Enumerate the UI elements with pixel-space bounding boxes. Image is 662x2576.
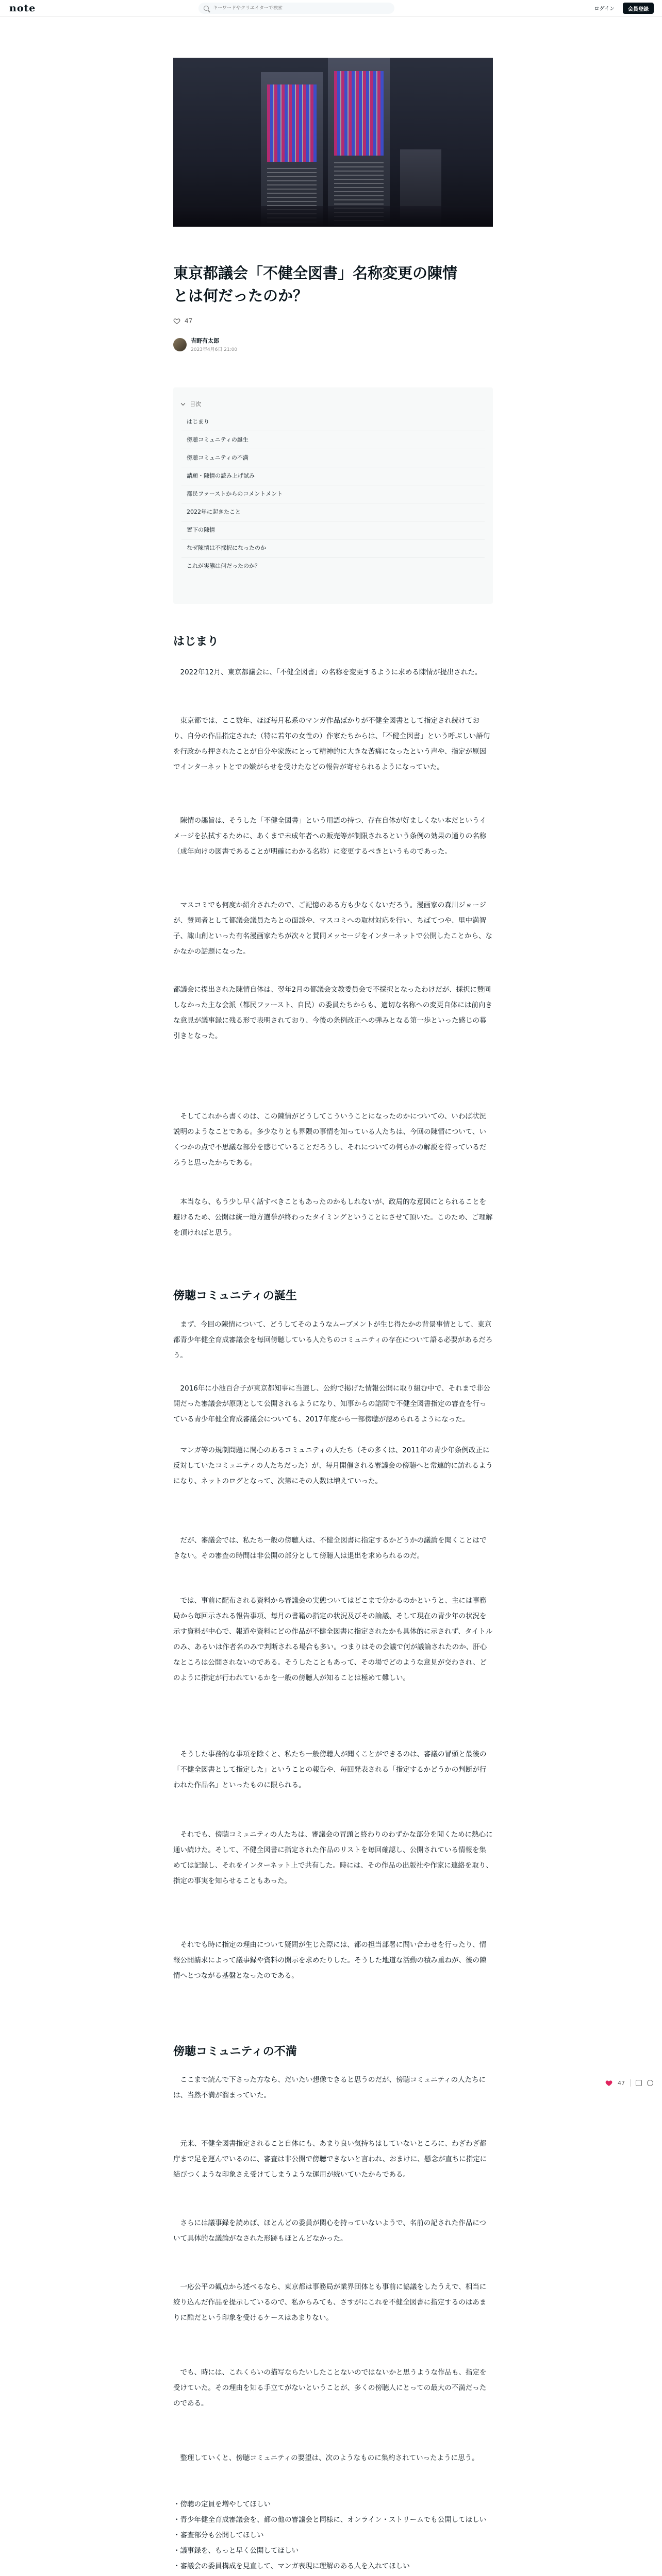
publish-date: 2023年4月6日 21:00: [191, 347, 238, 352]
toc-item[interactable]: 請願・陳情の読み上げ試み: [181, 467, 485, 485]
paragraph: そしてこれから書くのは、この陳情がどうしてこういうことになったのかについての、いわば状況説明のようなことである。多少なりとも界隈の事情を知っている人たちは、今回の陳情について、いくつかの点で不思議な部分を感じていることだろうし、それについての何らかの解説を待っているだろうと思ったからである。: [173, 1112, 487, 1167]
title-line-1: 東京都議会「不健全図書」名称変更の陳情: [173, 264, 458, 282]
like-count: 47: [185, 317, 193, 325]
list-item: ・審議会の委員構成を見直して、マンガ表現に理解のある人を入れてほしい: [173, 2562, 410, 2570]
side-like-count: 47: [618, 2079, 625, 2087]
likes-row: [173, 317, 493, 325]
note-logo[interactable]: note: [9, 2, 36, 14]
hero-image: [173, 58, 493, 227]
article-title: [173, 262, 493, 307]
toc-item[interactable]: これが実態は何だったのか？: [187, 563, 260, 569]
login-link[interactable]: ログイン: [594, 6, 615, 12]
toc-toggle[interactable]: [181, 399, 485, 409]
bookmark-icon[interactable]: [636, 2080, 642, 2086]
section-heading: 傍聴コミュニティの誕生: [173, 1290, 297, 1302]
paragraph: まず、今回の陳情について、どうしてそのようなムーブメントが生じ得たかの背景事情として、東京都青少年健全育成審議会を毎回傍聴している人たちのコミュニティの存在について語る必要があるだろう。: [173, 1320, 493, 1360]
request-list: [173, 2497, 493, 2574]
tower-right-image: [328, 58, 390, 227]
list-item: ・審査部分も公開してほしい: [173, 2531, 264, 2539]
paragraph: 一応公平の観点から述べるなら、東京都は事務局が業界団体とも事前に協議をしたうえで、相当に絞り込んだ作品を提示しているので、私からみても、さすがにこれを不健全図書に指定するのはあまりに酷だという印象を受けるケースはあまりない。: [173, 2283, 487, 2322]
paragraph: それでも時に指定の理由について疑問が生じた際には、都の担当部署に問い合わせを行ったり、情報公開請求によって議事録や資料の開示を求めたりした。そうした地道な活動の積み重ねが、後の陳情へとつながる基盤となったのである。: [173, 1941, 487, 1980]
tower-left-image: [261, 72, 323, 227]
paragraph: だが、審議会では、私たち一般の傍聴人は、不健全図書に指定するかどうかの議論を聞くことはできない。その審査の時間は非公開の部分として傍聴人は退出を求められるのだ。: [173, 1536, 487, 1560]
divider: [630, 2079, 631, 2087]
paragraph: それでも、傍聴コミュニティの人たちは、審議会の冒頭と終わりのわずかな部分を聞くために熱心に通い続けた。そして、不健全図書に指定された作品のリストを毎回確認し、公開されている情報を集めては記録し、それをインターネット上で共有した。時には、その作品の出版社や作家に連絡を取り、指定の事実を知らせることもあった。: [173, 1831, 493, 1885]
toc-item[interactable]: 置下の陳情: [181, 521, 485, 539]
toc-item[interactable]: はじまり: [181, 413, 485, 431]
toc-item[interactable]: 都民ファーストからのコメントメント: [181, 485, 485, 503]
paragraph: マスコミでも何度か紹介されたので、ご記憶のある方も少なくないだろう。漫画家の森川ジョージが、賛同者として都議会議員たちとの面談や、マスコミへの取材対応を行い、ちばてつや、里中満智子、諏山創といった有名漫画家たちが次々と賛同メッセージをインターネットで公開したことから、なかなかの話題になった。: [173, 901, 492, 956]
paragraph: 2022年12月、東京都議会に、「不健全図書」の名称を変更するように求める陳情が提出された。: [173, 668, 482, 676]
signup-button[interactable]: 会員登録: [623, 3, 654, 14]
side-actions: [605, 2079, 653, 2087]
list-item: ・傍聴の定員を増やしてほしい: [173, 2500, 271, 2509]
toc-item[interactable]: 傍聴コミュニティの不満: [181, 449, 485, 467]
list-item: ・青少年健全育成審議会を、都の他の審議会と同様に、オンライン・ストリームでも公開してほしい: [173, 2516, 487, 2524]
title-line-2: とは何だったのか？: [173, 287, 308, 304]
paragraph: 陳情の趣旨は、そうした「不健全図書」という用語の持つ、存在自体が好ましくない本だというイメージを払拭するために、あくまで未成年者への販売等が制限されるという条例の効果の通りの名称（成年向けの図書であることが明確にわかる名称）に変更するべきというものであった。: [173, 817, 487, 856]
paragraph: 整理していくと、傍聴コミュニティの要望は、次のようなものに集約されていったように思う。: [173, 2454, 479, 2462]
site-header: [0, 0, 662, 16]
search-bar[interactable]: [198, 3, 394, 14]
toc-item[interactable]: なぜ陳情は不採択になったのか: [181, 539, 485, 557]
author-row[interactable]: [173, 336, 493, 352]
section-heading: 傍聴コミュニティの不満: [173, 2045, 297, 2058]
author-name[interactable]: 吉野有太郎: [191, 337, 219, 344]
chevron-down-icon: [181, 401, 185, 405]
toc-label: 目次: [190, 401, 201, 408]
paragraph: 元来、不健全図書指定されること自体にも、あまり良い気持ちはしていないところに、わざわざ都庁まで足を運んでいるのに、審査は非公開で傍聴できないと言われ、おまけに、懸念が直ちに指定に結びつくような印象さえ受けてしまうような運用が続いていたからである。: [173, 2140, 487, 2179]
section-heading: はじまり: [173, 635, 219, 648]
table-of-contents: [173, 387, 493, 604]
heart-icon[interactable]: [605, 2079, 613, 2087]
search-input[interactable]: [213, 6, 378, 11]
paragraph: 都議会に提出された陳情自体は、翌年2月の都議会文教委員会で不採択となったわけだが、採択に賛同しなかった主な会派（都民ファースト、自民）の委員たちからも、適切な名称への変更自体には前向きな意見が議事録に残る形で表明されており、今後の条例改正への弾みとなる第一歩といった感じの幕引きとなった。: [173, 986, 492, 1040]
toc-item[interactable]: 2022年に起きたこと: [181, 503, 485, 521]
paragraph: そうした事務的な事項を除くと、私たち一般傍聴人が聞くことができるのは、審議の冒頭と最後の「不健全図書として指定した」ということの報告や、毎回発表される「指定するかどうかの判断が行われた作品名」といったものに限られる。: [173, 1750, 487, 1789]
toc-item[interactable]: 傍聴コミュニティの誕生: [181, 431, 485, 449]
ground-image: [173, 206, 493, 227]
share-icon[interactable]: [647, 2080, 653, 2086]
paragraph: 本当なら、もう少し早く話すべきこともあったのかもしれないが、政局的な意図にとられることを避けるため、公開は統一地方選挙が終わったタイミングということにさせて頂いた。このため、ご理解を頂ければと思う。: [173, 1198, 493, 1237]
paragraph: でも、時には、これくらいの描写ならたいしたことないのではないかと思うような作品も、指定を受けていた。その理由を知る手立てがないということが、多くの傍聴人にとっての最大の不満だったのである。: [173, 2368, 487, 2408]
avatar[interactable]: [173, 338, 187, 351]
paragraph: 東京都では、ここ数年、ほぼ毎月私系のマンガ作品ばかりが不健全図書として指定され続けており、自分の作品指定された（特に若年の女性の）作家たちからは、「不健全図書」という呼ぶしい語句を行政から押されたことが自分や家族にとって精神的に大きな苦痛になったという声や、指定が原因でインターネットとでの嫌がらせを受けたなどの報告が寄せられるようになっていた。: [173, 717, 490, 771]
search-icon: [204, 6, 209, 11]
paragraph: ここまで読んで下さった方なら、だいたい想像できると思うのだが、傍聴コミュニティの人たちには、当然不満が溜まっていた。: [173, 2076, 486, 2099]
paragraph: マンガ等の規制問題に関心のあるコミュニティの人たち（その多くは、2011年の青少年条例改正に反対していたコミュニティの人たちだった）が、毎月開催される審議会の傍聴へと常連的に訪れるようになり、ネットのログとなって、次第にその人数は増えていった。: [173, 1446, 493, 1485]
heart-icon[interactable]: [173, 317, 180, 325]
list-item: ・議事録を、もっと早く公開してほしい: [173, 2547, 299, 2555]
paragraph: さらには議事録を読めば、ほとんどの委員が関心を持っていないようで、名前の記された作品について具体的な議論がなされた形跡もほとんどなかった。: [173, 2219, 486, 2243]
paragraph: 2016年に小池百合子が東京都知事に当選し、公約で掲げた情報公開に取り組む中で、それまで非公開だった審議会が原則として公開されるようになり、知事からの諮問で不健全図書指定の審査を行っている青少年健全育成審議会についても、2017年度から一部傍聴が認められるようになった。: [173, 1384, 490, 1423]
paragraph: では、事前に配布される資料から審議会の実態ついてはどこまで分かるのかというと、主には事務局から毎回示される報告事項、毎月の書籍の指定の状況及びその論議、そして現在の青少年の状況を示す資料が中心で、報道や資料にどの作品が不健全図書に指定されたかも具体的に示されず、タイトルのみ、あるいは作者名のみで判断される場合も多い。つまりはその会議で何が議論されたのか、肝心なところは公開されないのである。そうしたこともあって、その場でどのような意見が交わされ、どのように指定が行われているかを一般の傍聴人が知ることは極めて難しい。: [173, 1597, 493, 1682]
